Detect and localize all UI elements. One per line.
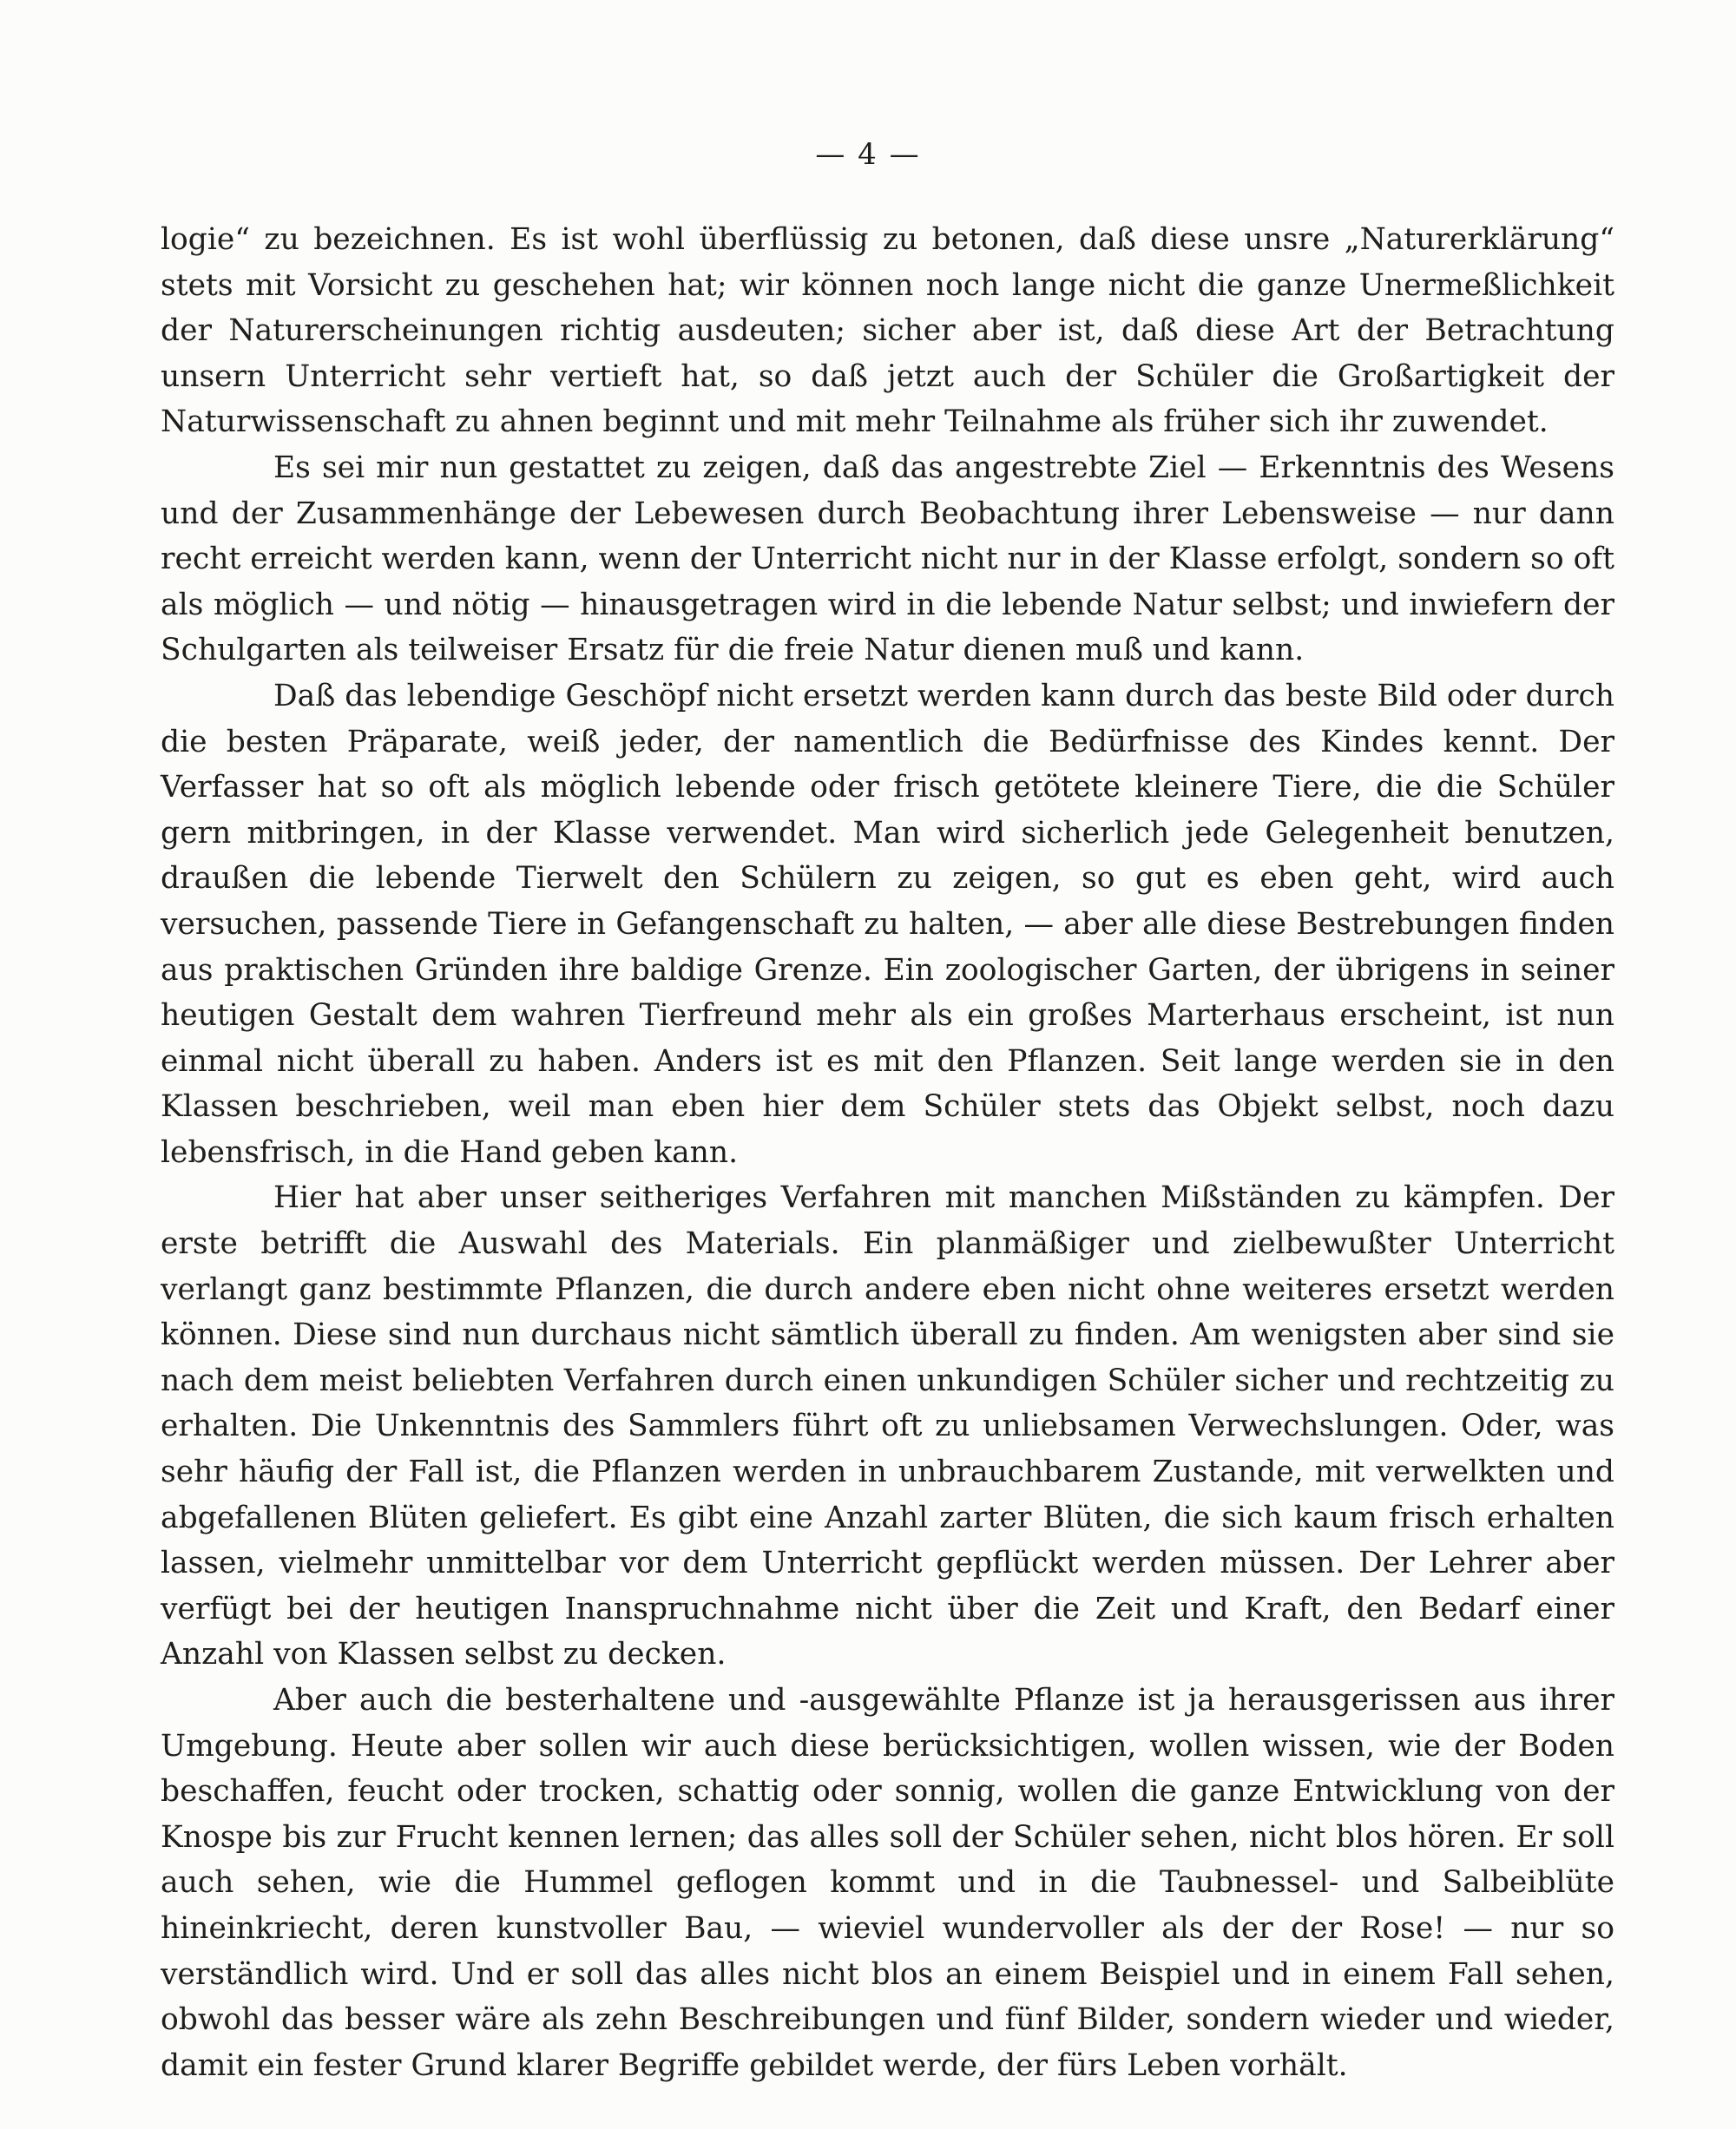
paragraph-material-problems: Hier hat aber unser seitheriges Verfahren mit manchen Mißständen zu kämpfen. Der erste betrifft die Auswahl des Materials. Ein planmäßiger und zielbewußter Unterricht verlangt ganz bestimmte Pflanzen, die durch andere eben nicht ohne weiteres ersetzt werden können. Diese sind nun durchaus nicht sämtlich überall zu finden. Am wenigsten aber sind sie nach dem meist beliebten Verfahren durch einen unkundigen Schüler sicher und rechtzeitig zu erhalten. Die Unkenntnis des Sammlers führt oft zu unliebsamen Verwechslungen. Oder, was sehr häufig der Fall ist, die Pflanzen werden in unbrauchbarem Zustande, mit verwelkten und abgefallenen Blüten geliefert. Es gibt eine Anzahl zarter Blüten, die sich kaum frisch erhalten lassen, vielmehr unmittelbar vor dem Unterricht gepflückt werden müssen. Der Lehrer aber verfügt bei der heutigen Inanspruchnahme nicht über die Zeit und Kraft, den Bedarf einer Anzahl von Klassen selbst zu decken. (161, 1180, 1614, 1672)
paragraph-continuation: logie“ zu bezeichnen. Es ist wohl überflüssig zu betonen, daß diese unsre „Naturerklärung“ stets mit Vorsicht zu geschehen hat; wir können noch lange nicht die ganze Unermeßlichkeit der Naturerscheinungen richtig ausdeuten; sicher aber ist, daß diese Art der Betrachtung unsern Unterricht sehr vertieft hat, so daß jetzt auch der Schüler die Großartigkeit der Naturwissenschaft zu ahnen beginnt und mit mehr Teilnahme als früher sich ihr zuwendet. (161, 222, 1614, 440)
body-text (161, 217, 1614, 2088)
paragraph-environment: Aber auch die besterhaltene und -ausgewählte Pflanze ist ja herausgerissen aus ihrer Umgebung. Heute aber sollen wir auch diese berücksichtigen, wollen wissen, wie der Boden beschaffen, feucht oder trocken, schattig oder sonnig, wollen die ganze Entwicklung von der Knospe bis zur Frucht kennen lernen; das alles soll der Schüler sehen, nicht blos hören. Er soll auch sehen, wie die Hummel geflogen kommt und in die Taubnessel- und Salbeiblüte hineinkriecht, deren kunstvoller Bau, — wieviel wundervoller als der der Rose! — nur so verständlich wird. Und er soll das alles nicht blos an einem Beispiel und in einem Fall sehen, obwohl das besser wäre als zehn Beschreibungen und fünf Bilder, sondern wieder und wieder, damit ein fester Grund klarer Begriffe gebildet werde, der fürs Leben vorhält. (161, 1683, 1614, 2083)
paragraph-living-creatures: Daß das lebendige Geschöpf nicht ersetzt werden kann durch das beste Bild oder durch die besten Präparate, weiß jeder, der namentlich die Bedürfnisse des Kindes kennt. Der Verfasser hat so oft als möglich lebende oder frisch getötete kleinere Tiere, die die Schüler gern mitbringen, in der Klasse verwendet. Man wird sicherlich jede Gelegenheit benutzen, draußen die lebende Tierwelt den Schülern zu zeigen, so gut es eben geht, wird auch versuchen, passende Tiere in Gefangenschaft zu halten, — aber alle diese Bestrebungen finden aus praktischen Gründen ihre baldige Grenze. Ein zoologischer Garten, der übrigens in seiner heutigen Gestalt dem wahren Tierfreund mehr als ein großes Marterhaus erscheint, ist nun einmal nicht überall zu haben. Anders ist es mit den Pflanzen. Seit lange werden sie in den Klassen beschrieben, weil man eben hier dem Schüler stets das Objekt selbst, noch dazu lebensfrisch, in die Hand geben kann. (161, 678, 1614, 1170)
page-number: — 4 — (815, 137, 921, 172)
paragraph-goal: Es sei mir nun gestattet zu zeigen, daß das angestrebte Ziel — Erkenntnis des Wesens und der Zusammenhänge der Lebewesen durch Beobachtung ihrer Lebensweise — nur dann recht erreicht werden kann, wenn der Unterricht nicht nur in der Klasse erfolgt, sondern so oft als möglich — und nötig — hinausgetragen wird in die lebende Natur selbst; und inwiefern der Schulgarten als teilweiser Ersatz für die freie Natur dienen muß und kann. (161, 450, 1614, 668)
